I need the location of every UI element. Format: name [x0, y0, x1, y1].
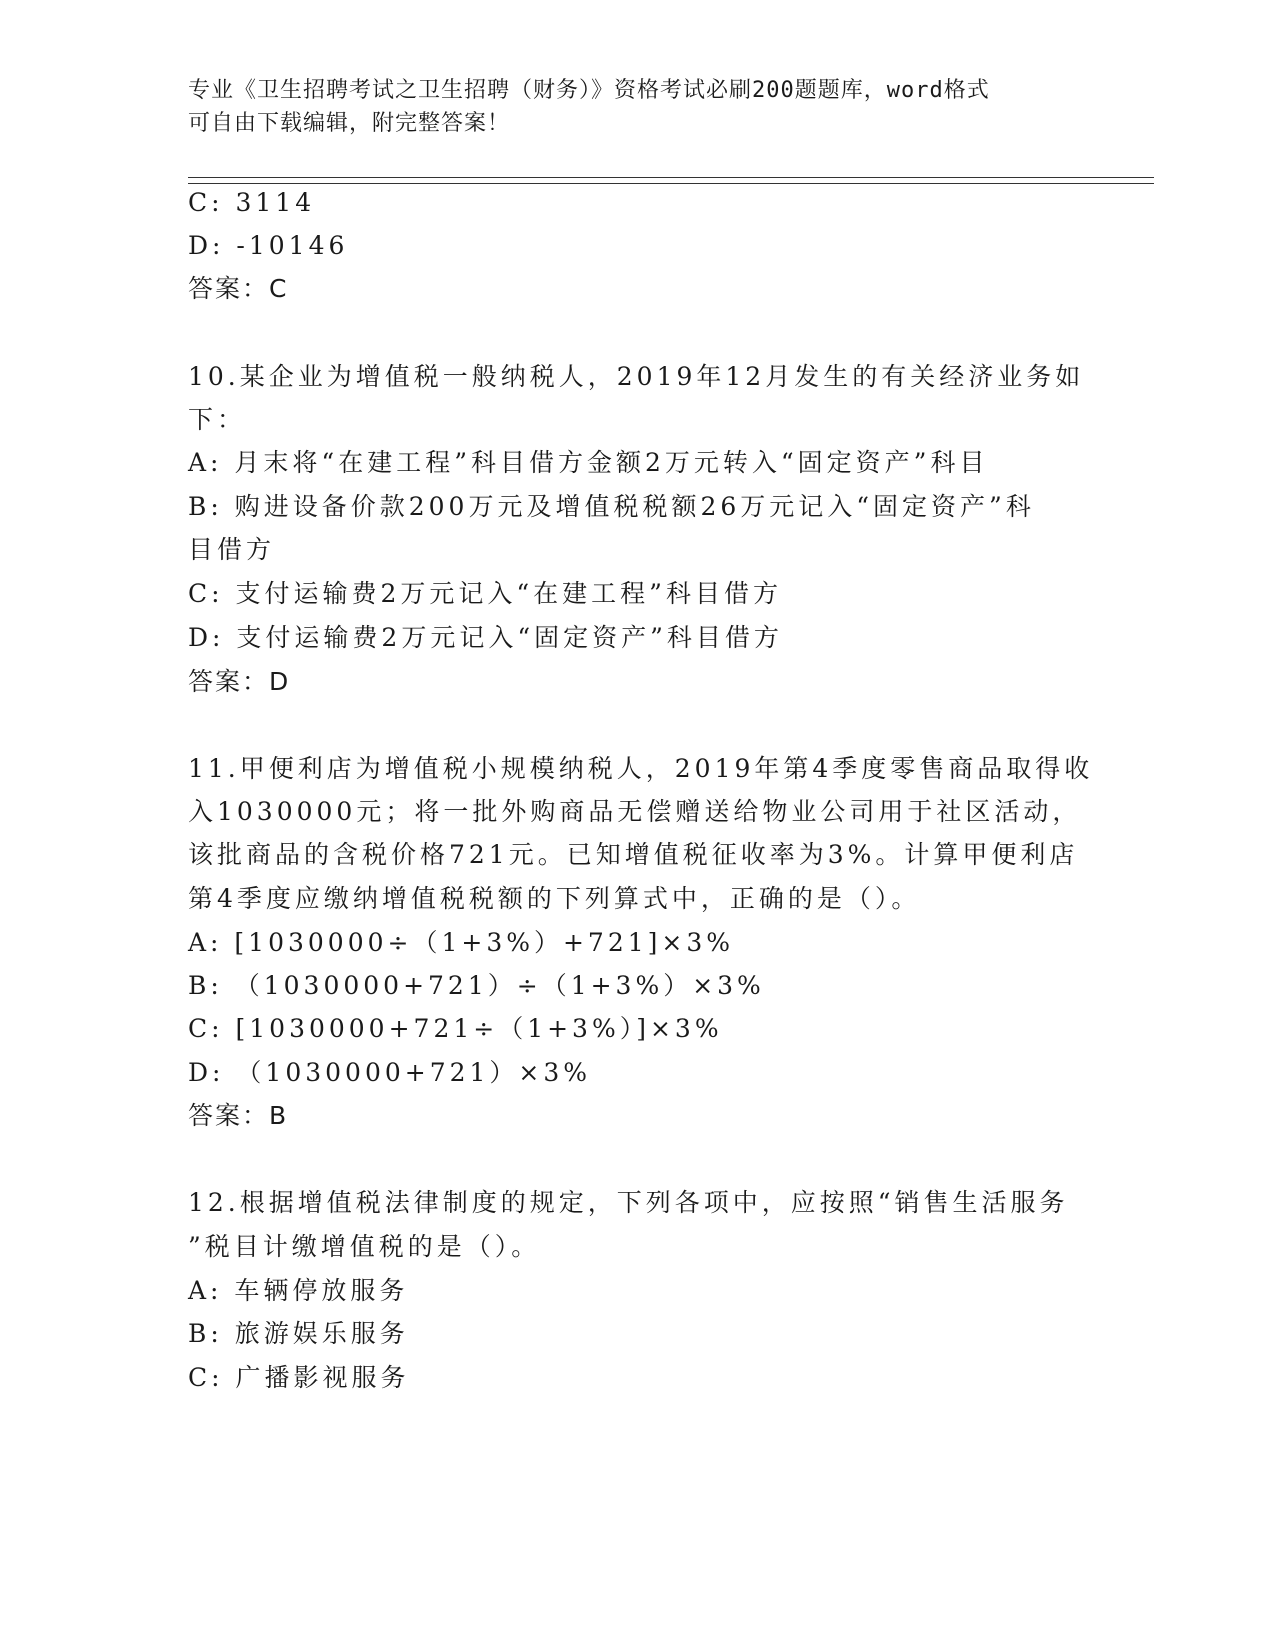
q9-option-d: D: -10146: [188, 231, 349, 260]
q11-option-a: A: [1030000÷（1+3%）+721]×3%: [188, 928, 735, 957]
q10-option-d: D: 支付运输费2万元记入“固定资产”科目借方: [188, 623, 783, 652]
q10-option-c: C: 支付运输费2万元记入“在建工程”科目借方: [188, 579, 782, 608]
q11-stem-line-3: 该批商品的含税价格721元。已知增值税征收率为3%。计算甲便利店: [188, 840, 1079, 869]
header-line-1: 专业《卫生招聘考试之卫生招聘（财务）》资格考试必刷200题题库，word格式: [188, 78, 990, 103]
header-divider-bottom: [188, 183, 1154, 184]
q10-option-b-line-2: 目借方: [188, 535, 276, 564]
q11-option-c: C: [1030000+721÷（1+3%）]×3%: [188, 1014, 723, 1043]
q11-stem-line-4: 第4季度应缴纳增值税税额的下列算式中，正确的是（）。: [188, 884, 921, 913]
q10-answer: 答案：D: [188, 667, 291, 696]
q12-option-a: A: 车辆停放服务: [188, 1276, 409, 1305]
q11-answer: 答案：B: [188, 1101, 289, 1130]
q12-stem-line-2: ”税目计缴增值税的是（）。: [188, 1232, 541, 1261]
q12-stem-line-1: 12.根据增值税法律制度的规定，下列各项中，应按照“销售生活服务: [188, 1188, 1069, 1217]
q9-option-c: C: 3114: [188, 188, 316, 217]
q10-stem-line-1: 10.某企业为增值税一般纳税人，2019年12月发生的有关经济业务如: [188, 362, 1085, 391]
q12-option-b: B: 旅游娱乐服务: [188, 1319, 409, 1348]
q11-stem-line-2: 入1030000元；将一批外购商品无偿赠送给物业公司用于社区活动，: [188, 797, 1082, 826]
document-header: [188, 74, 1068, 140]
q11-option-d: D: （1030000+721）×3%: [188, 1058, 592, 1087]
q10-option-b-line-1: B: 购进设备价款200万元及增值税税额26万元记入“固定资产”科: [188, 492, 1035, 521]
q10-stem-line-2: 下：: [188, 405, 247, 434]
q12-option-c: C: 广播影视服务: [188, 1363, 410, 1392]
q11-option-b: B: （1030000+721）÷（1+3%）×3%: [188, 971, 765, 1000]
header-divider-top: [188, 177, 1154, 178]
header-line-2: 可自由下载编辑，附完整答案！: [188, 111, 511, 136]
q9-answer: 答案：C: [188, 274, 289, 303]
q10-option-a: A: 月末将“在建工程”科目借方金额2万元转入“固定资产”科目: [188, 448, 989, 477]
q11-stem-line-1: 11.甲便利店为增值税小规模纳税人，2019年第4季度零售商品取得收: [188, 754, 1094, 783]
